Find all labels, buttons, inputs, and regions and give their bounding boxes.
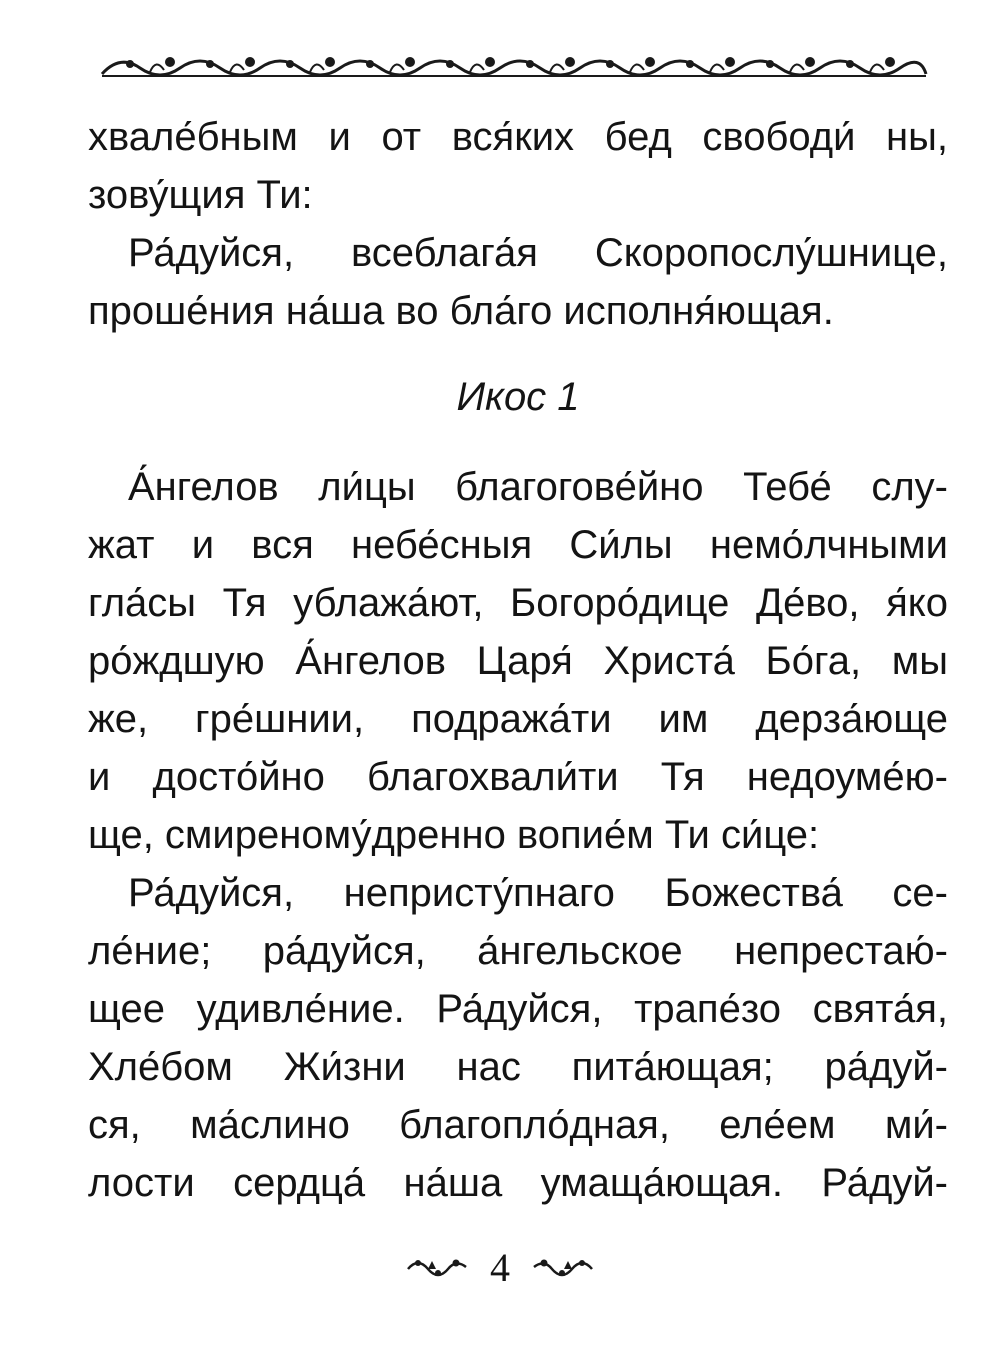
text-line: ро́ждшую А́нгелов Царя́ Христа́ Бо́га, мы bbox=[88, 639, 948, 683]
page-number: 4 bbox=[490, 1245, 510, 1290]
text-line: зову́щия Ти: bbox=[88, 173, 313, 217]
text-line: гла́сы Тя ублажа́ют, Богоро́дице Де́во, я́ко bbox=[88, 581, 948, 625]
text-line: Ра́дуйся, непристу́пнаго Божества́ се- bbox=[128, 871, 948, 915]
text-line: щее удивле́ние. Ра́дуйся, трапе́зо свята́я, bbox=[88, 987, 948, 1031]
text-line: же, гре́шнии, подража́ти им дерза́юще bbox=[88, 697, 948, 741]
body-text bbox=[88, 108, 948, 1212]
section-heading: Икос 1 bbox=[456, 375, 580, 419]
ornamental-border-icon bbox=[100, 50, 928, 84]
text-line: лости сердца́ на́ша умаща́ющая. Ра́дуй- bbox=[88, 1161, 948, 1205]
text-line: жат и вся небе́сныя Си́лы немо́лчными bbox=[88, 523, 948, 567]
floral-ornament-icon bbox=[406, 1255, 468, 1281]
text-line: Ра́дуйся, всеблага́я Скоропослу́шнице, bbox=[128, 231, 948, 275]
text-line: ле́ние; ра́дуйся, а́нгельское непрестаю́- bbox=[88, 929, 948, 973]
text-line: ся, ма́слино благопло́дная, еле́ем ми́- bbox=[88, 1103, 948, 1147]
floral-ornament-icon bbox=[532, 1255, 594, 1281]
text-line: и досто́йно благохвали́ти Тя недоуме́ю- bbox=[88, 755, 948, 799]
page-footer bbox=[0, 1238, 1000, 1298]
text-line: хвале́бным и от вся́ких бед свободи́ ны, bbox=[88, 115, 948, 159]
text-line: А́нгелов ли́цы благогове́йно Тебе́ слу- bbox=[128, 465, 948, 509]
text-line: Хле́бом Жи́зни нас пита́ющая; ра́дуй- bbox=[88, 1045, 948, 1089]
text-line: ще, смиреному́дренно вопие́м Ти си́це: bbox=[88, 813, 820, 857]
text-line: проше́ния на́ша во бла́го исполня́ющая. bbox=[88, 289, 834, 333]
